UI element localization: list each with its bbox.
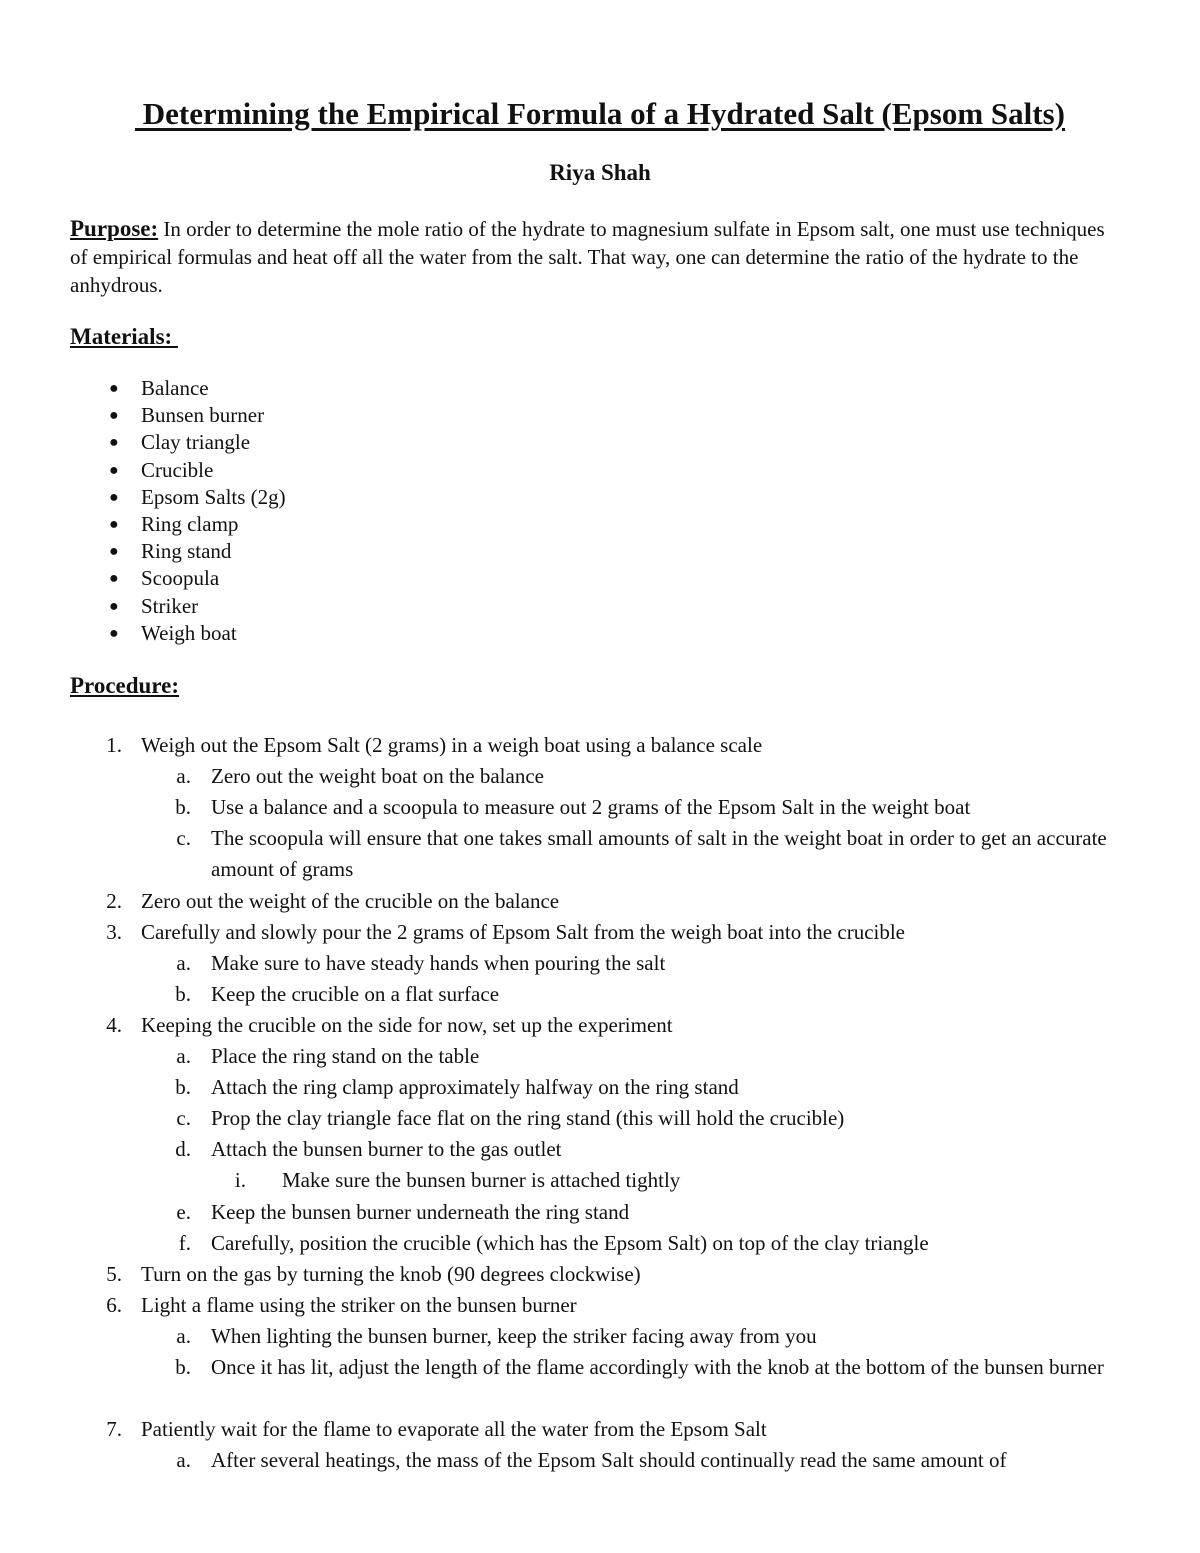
material-item-label: Ring clamp xyxy=(141,512,239,536)
material-item-label: Balance xyxy=(141,376,209,400)
material-item-label: Striker xyxy=(141,593,199,618)
purpose-paragraph xyxy=(70,215,1120,299)
list-item-text: Make sure to have steady hands when pouring the salt xyxy=(211,950,666,975)
list-item-text: Zero out the weight boat on the balance xyxy=(211,764,544,789)
list-item-text: Attach the ring clamp approximately halfway on the ring stand xyxy=(211,1075,739,1100)
list-marker: 4. xyxy=(106,1012,122,1037)
procedure-step xyxy=(0,1414,1200,1445)
material-item-label: Epsom Salts (2g) xyxy=(141,484,286,509)
list-item-text: Zero out the weight of the crucible on the balance xyxy=(141,888,560,913)
bullet-icon: ● xyxy=(109,624,119,642)
procedure-step xyxy=(0,917,1200,948)
list-item-text: After several heatings, the mass of the Epsom Salt should continually read the same amount of xyxy=(211,1448,1007,1473)
list-item-text: Keeping the crucible on the side for now, set up the experiment xyxy=(141,1012,673,1037)
document-title: Determining the Empirical Formula of a Hydrated Salt (Epsom Salts) xyxy=(135,96,1065,131)
procedure-substep xyxy=(0,1321,1200,1352)
list-marker: f. xyxy=(178,1230,191,1255)
procedure-heading: Procedure: xyxy=(70,673,180,698)
material-item-label: Bunsen burner xyxy=(141,403,265,428)
list-item-text: Make sure the bunsen burner is attached tightly xyxy=(282,1168,681,1193)
list-marker: 5. xyxy=(106,1261,122,1286)
list-item-text: Light a flame using the striker on the bunsen burner xyxy=(141,1292,577,1317)
material-item-label: Scoopula xyxy=(141,566,220,591)
list-item-text: Weigh out the Epsom Salt (2 grams) in a weigh boat using a balance scale xyxy=(141,733,763,757)
list-marker: 7. xyxy=(106,1417,122,1442)
list-marker: d. xyxy=(175,1137,191,1162)
list-marker: a. xyxy=(176,1323,191,1348)
procedure-substep xyxy=(0,1041,1200,1072)
list-marker: b. xyxy=(175,981,191,1006)
list-item-text: The scoopula will ensure that one takes small amounts of salt in the weight boat in order to get an accurate amount of grams xyxy=(211,826,1112,882)
material-item-label: Clay triangle xyxy=(141,430,251,455)
list-item-text: Place the ring stand on the table xyxy=(211,1044,480,1068)
procedure-substep xyxy=(0,1197,1200,1228)
procedure-step xyxy=(0,1010,1200,1041)
material-item-label: Crucible xyxy=(141,457,214,482)
procedure-subsubstep xyxy=(0,1165,1200,1196)
list-item-text: When lighting the bunsen burner, keep the striker facing away from you xyxy=(211,1323,817,1348)
procedure-substep xyxy=(0,1072,1200,1103)
bullet-icon: ● xyxy=(109,488,119,506)
procedure-substep xyxy=(0,1103,1200,1134)
bullet-icon: ● xyxy=(109,570,119,588)
list-item-text: Patiently wait for the flame to evaporate all the water from the Epsom Salt xyxy=(141,1417,767,1442)
list-marker: a. xyxy=(176,764,191,789)
list-marker: a. xyxy=(176,1044,191,1068)
procedure-step xyxy=(0,886,1200,917)
list-marker: 3. xyxy=(106,919,122,944)
purpose-text: In order to determine the mole ratio of the hydrate to magnesium sulfate in Epsom salt, one must use techniques of empirical formulas and heat off all the water from the salt. That way, one can determine the ratio of the hydrate to the anhydrous. xyxy=(70,217,1105,297)
list-item-text: Carefully, position the crucible (which has the Epsom Salt) on top of the clay triangle xyxy=(211,1230,929,1255)
list-item-text: Keep the crucible on a flat surface xyxy=(211,981,500,1006)
procedure-substep xyxy=(0,1134,1200,1165)
bullet-icon: ● xyxy=(109,597,119,615)
procedure-substep xyxy=(0,792,1200,823)
list-marker: e. xyxy=(176,1199,191,1224)
purpose-label: Purpose: xyxy=(70,216,159,241)
list-marker: a. xyxy=(176,950,191,975)
list-item-text: Keep the bunsen burner underneath the ring stand xyxy=(211,1199,630,1224)
list-marker: 6. xyxy=(106,1292,122,1317)
procedure-step xyxy=(0,1290,1200,1321)
bullet-icon: ● xyxy=(109,461,119,479)
bullet-icon: ● xyxy=(109,516,119,533)
procedure-step xyxy=(0,1259,1200,1290)
bullet-icon: ● xyxy=(109,407,119,425)
list-marker: b. xyxy=(175,1355,191,1379)
bullet-icon: ● xyxy=(109,434,119,452)
list-item-text: Use a balance and a scoopula to measure out 2 grams of the Epsom Salt in the weight boat xyxy=(211,795,971,820)
list-marker: b. xyxy=(175,1075,191,1100)
bullet-icon: ● xyxy=(109,380,119,397)
material-item-label: Weigh boat xyxy=(141,620,237,645)
material-item-label: Ring stand xyxy=(141,539,232,564)
procedure-substep xyxy=(0,1445,1200,1476)
procedure-substep xyxy=(0,1352,1200,1414)
procedure-substep xyxy=(0,761,1200,792)
list-item-text: Prop the clay triangle face flat on the ring stand (this will hold the crucible) xyxy=(211,1106,845,1131)
materials-heading: Materials: xyxy=(70,324,178,349)
procedure-step xyxy=(0,730,1200,761)
procedure-substep xyxy=(0,823,1200,885)
bullet-icon: ● xyxy=(109,543,119,561)
author-name: Riya Shah xyxy=(549,160,651,185)
list-marker: a. xyxy=(176,1448,191,1473)
list-marker: b. xyxy=(175,795,191,820)
list-marker: i. xyxy=(234,1168,246,1193)
list-marker: 2. xyxy=(106,888,122,913)
list-item-text: Attach the bunsen burner to the gas outlet xyxy=(211,1137,562,1162)
list-marker: 1. xyxy=(106,733,122,757)
list-item-text: Turn on the gas by turning the knob (90 degrees clockwise) xyxy=(141,1261,641,1286)
list-marker: c. xyxy=(176,1106,191,1131)
procedure-substep xyxy=(0,979,1200,1010)
list-item-text: Carefully and slowly pour the 2 grams of Epsom Salt from the weigh boat into the crucible xyxy=(141,919,905,944)
procedure-substep xyxy=(0,1228,1200,1259)
list-marker: c. xyxy=(176,826,191,851)
list-item-text: Once it has lit, adjust the length of the flame accordingly with the knob at the bottom of the bunsen burner xyxy=(211,1355,1104,1379)
procedure-substep xyxy=(0,948,1200,979)
